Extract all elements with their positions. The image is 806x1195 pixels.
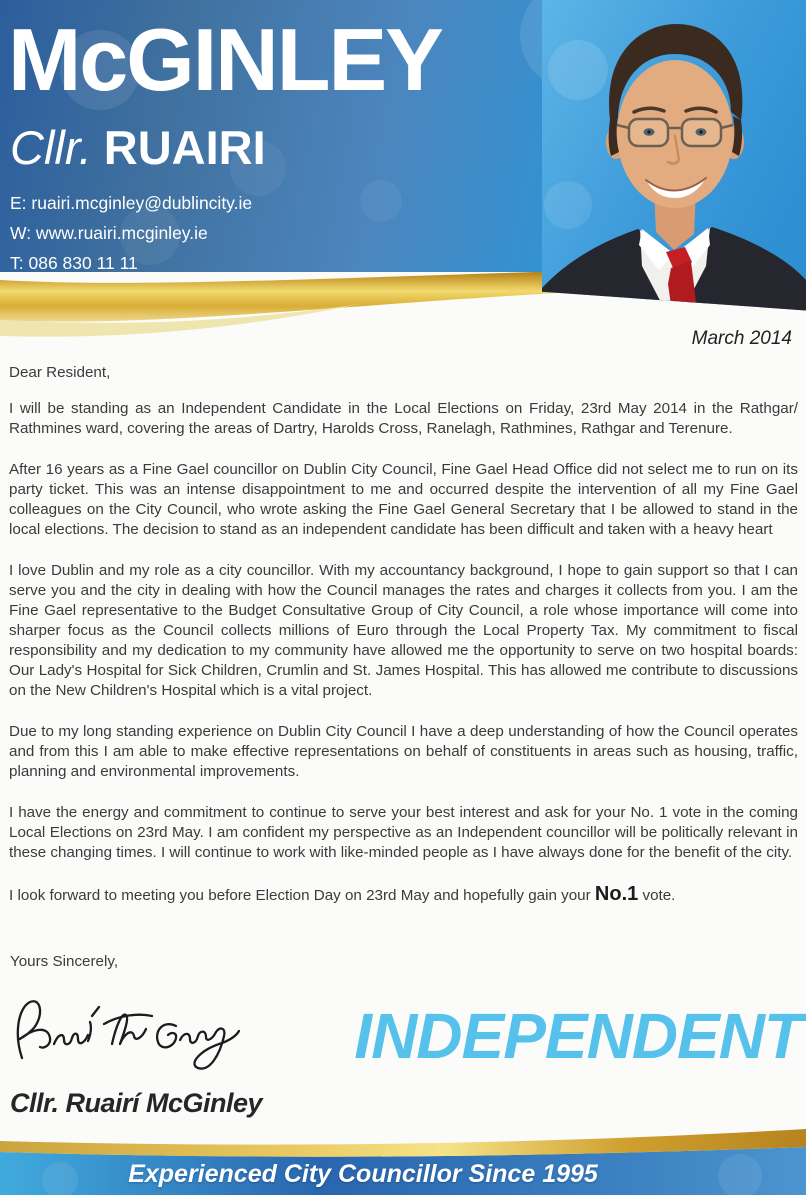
signoff-clipped: Yours Sincerely, xyxy=(10,953,119,970)
independent-wordmark: INDEPENDENT xyxy=(354,1000,802,1072)
no1-emphasis: No.1 xyxy=(594,883,639,905)
letter-paragraph: I love Dublin and my role as a city councillor. With my accountancy background, I hope to gain support so that I can serve you and the city in dealing with how the Council manages the rates and charges it collects from you. I am the Fine Gael representative to the Budget Consultative Group of City Council, a role whose importance will come into sharper focus as the Council collects millions of Euro through the Local Property Tax. My commitment to fiscal responsibility and my dedication to my community have allowed me the opportunity to serve on two hospital boards: Our Lady's Hospital for Sick Children, Crumlin and St. James Hospital. This has allowed me contribute to discussions on the New Children's Hospital which is a vital project. xyxy=(9,562,798,699)
closing-text: I look forward to meeting you before Election Day on 23rd May and hopefully gain your xyxy=(9,887,595,904)
letter-paragraph: After 16 years as a Fine Gael councillor on Dublin City Council, Fine Gael Head Office did not select me to run on its party ticket. This was an intense disappointment to me and occurred despite the intervention of all my Fine Gael colleagues on the City Council, who wrote asking the Fine Gael General Secretary that I be allowed to stand in the local elections. The decision to stand as an independent candidate has been difficult and taken with a heavy heart xyxy=(9,461,798,538)
signed-name: Cllr. Ruairí McGinley xyxy=(10,1088,263,1118)
contact-email: E: ruairi.mcginley@dublincity.ie xyxy=(10,193,253,213)
salutation: Dear Resident, xyxy=(9,364,111,381)
councillor-prefix: Cllr. xyxy=(10,121,92,174)
candidate-title-line xyxy=(10,122,266,174)
candidate-first-name: RUAIRI xyxy=(103,121,266,174)
letter-body xyxy=(9,328,798,906)
contact-phone: T: 086 830 11 11 xyxy=(10,253,138,273)
candidate-surname: McGINLEY xyxy=(8,10,442,109)
letter-date: March 2014 xyxy=(691,328,792,349)
candidate-photo xyxy=(542,0,806,312)
letter-paragraph: Due to my long standing experience on Dublin City Council I have a deep understanding of how the Council operates and from this I am able to make effective representations on behalf of constituents in areas such as housing, traffic, planning and environmental improvements. xyxy=(9,723,798,780)
closing-line xyxy=(9,884,798,906)
bokeh-circle xyxy=(360,180,402,222)
footer-tagline: Experienced City Councillor Since 1995 xyxy=(128,1160,598,1188)
signature-image xyxy=(8,982,248,1090)
closing-text-suffix: vote. xyxy=(638,887,676,904)
letter-paragraph: I will be standing as an Independent Candidate in the Local Elections on Friday, 23rd May 2014 in the Rathgar/ Rathmines ward, covering the areas of Dartry, Harolds Cross, Ranelagh, Rathmines, Rathgar and Terenure. xyxy=(9,400,798,437)
contact-website: W: www.ruairi.mcginley.ie xyxy=(10,223,208,243)
letter-paragraph: I have the energy and commitment to continue to serve your best interest and ask for your No. 1 vote in the coming Local Elections on 23rd May. I am confident my perspective as an Independent councillor will be politically relevant in these changing times. I will continue to work with like-minded people as I have always done for the benefit of the city. xyxy=(9,804,798,861)
